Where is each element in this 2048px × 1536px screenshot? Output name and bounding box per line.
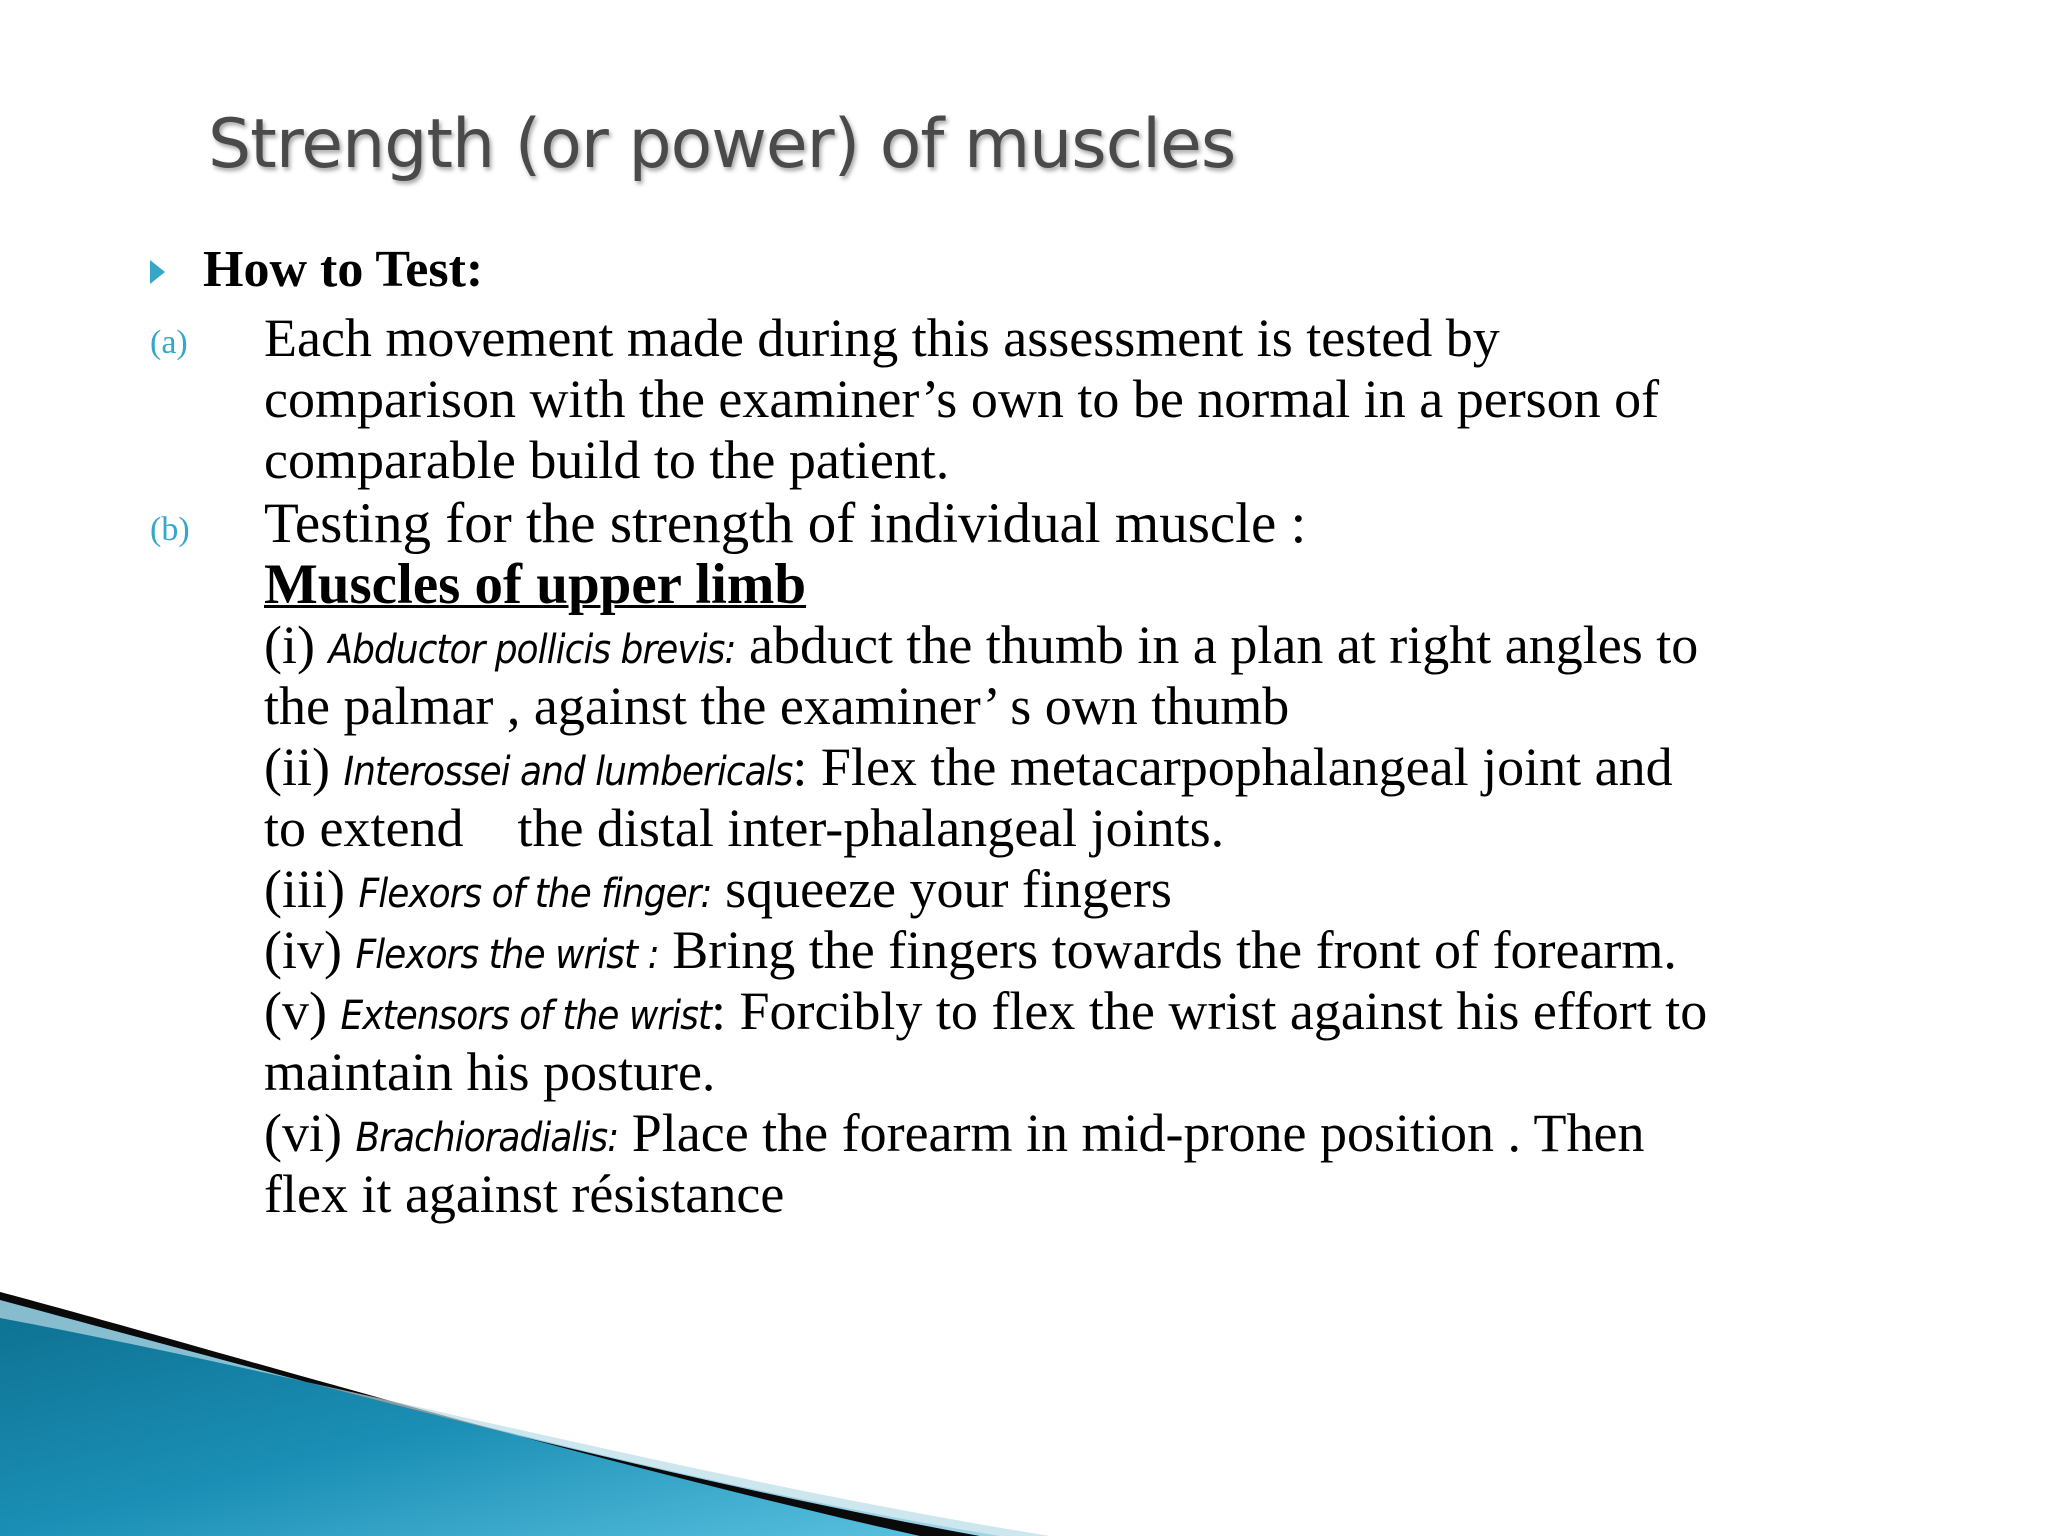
text-line: comparison with the examiner’s own to be normal in a person of (264, 369, 1660, 429)
text-line: comparable build to the patient. (264, 430, 950, 490)
muscle-instruction: squeeze your fingers (725, 859, 1172, 919)
list-item-b-body (264, 493, 1707, 1225)
text-line (264, 554, 1707, 615)
muscle-line (264, 615, 1707, 676)
muscle-name: Interossei and lumbericals (343, 749, 793, 795)
muscle-instruction: Bring the fingers towards the front of forearm. (672, 920, 1677, 980)
text-line: flex it against résistance (264, 1164, 785, 1224)
muscle-number: (iii) (264, 859, 345, 919)
muscle-instruction: : Flex the metacarpophalangeal joint and (792, 737, 1673, 797)
muscle-name: Abductor pollicis brevis: (328, 627, 736, 673)
slide-title: Strength (or power) of muscles (208, 105, 1236, 184)
list-item-a-body (264, 308, 1659, 491)
muscle-line (264, 859, 1707, 920)
muscle-number: (v) (264, 981, 327, 1041)
text-line: Each movement made during this assessment is tested by (264, 308, 1500, 368)
list-marker-a: (a) (150, 324, 188, 361)
muscle-name: Extensors of the wrist (340, 993, 711, 1039)
subheading-upper-limb: Muscles of upper limb (264, 553, 807, 616)
muscle-line (264, 1103, 1707, 1164)
text-line: the palmar , against the examiner’ s own thumb (264, 676, 1290, 736)
text-line: to extend the distal inter-phalangeal joints. (264, 798, 1225, 858)
muscle-instruction: : Forcibly to flex the wrist against his effort to (710, 981, 1708, 1041)
muscle-line (264, 737, 1707, 798)
muscle-number: (ii) (264, 737, 330, 797)
muscle-instruction: abduct the thumb in a plan at right angles to (748, 615, 1699, 675)
muscle-number: (vi) (264, 1103, 342, 1163)
muscle-line (264, 981, 1707, 1042)
muscle-name: Flexors the wrist : (355, 932, 659, 978)
muscle-number: (iv) (264, 920, 342, 980)
how-to-test-heading (150, 240, 483, 299)
muscle-line (264, 920, 1707, 981)
list-marker-b: (b) (150, 511, 190, 548)
heading-text: How to Test: (203, 241, 484, 298)
muscle-name: Flexors of the finger: (358, 871, 712, 917)
text-line: Testing for the strength of individual muscle : (264, 492, 1307, 555)
triangle-bullet-icon (150, 260, 165, 284)
muscle-number: (i) (264, 615, 315, 675)
text-line: maintain his posture. (264, 1042, 716, 1102)
muscle-instruction: Place the forearm in mid-prone position . Then (631, 1103, 1645, 1163)
muscle-name: Brachioradialis: (355, 1115, 619, 1161)
